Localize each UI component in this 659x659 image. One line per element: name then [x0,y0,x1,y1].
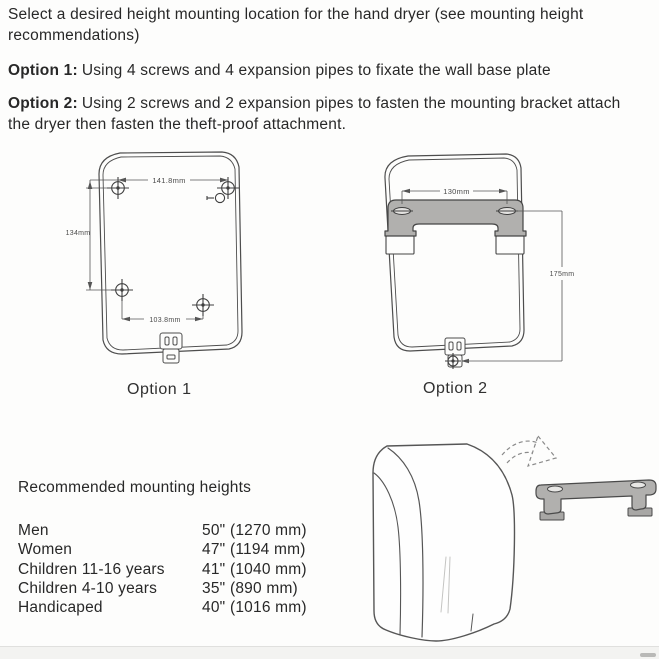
option2-caption: Option 2 [423,380,488,397]
bracket-feet [386,236,524,254]
mounting-bracket [385,200,526,236]
screw-hole-bottom-left [111,279,133,301]
height-group: Children 4-10 years [18,579,158,597]
cord-clip [160,333,182,363]
height-metric: (1270 mm) [230,522,307,539]
option1-label: Option 1: [8,62,78,79]
height-group: Men [18,522,49,539]
height-inches: 41" [202,560,226,578]
table-row [18,579,307,598]
height-inches: 47" [202,541,226,559]
intro-text: Select a desired height mounting location for the hand dryer (see mounting height recommendations) [8,6,584,44]
mounting-heights-table [18,479,307,617]
option2-diagram [360,140,590,385]
option1-caption: Option 1 [127,381,192,398]
height-inches: 50" [202,522,226,539]
scrollbar-thumb[interactable] [640,653,656,657]
bracket-3d [536,480,656,520]
table-row [18,540,307,559]
option2-line [8,93,642,135]
height-inches: 40" [202,599,226,617]
heights-rows [18,521,307,617]
dim-bottom-width [122,301,203,324]
height-metric: (890 mm) [230,579,298,597]
screw-icon [207,193,225,202]
dim-label-175: 175mm [549,271,575,278]
height-metric: (1040 mm) [230,560,307,578]
table-row [18,521,307,540]
height-group: Handicaped [18,599,103,617]
table-row [18,560,307,579]
option1-line [8,60,642,81]
direction-arrow-icon [502,436,556,466]
height-group: Children 11-16 years [18,560,165,578]
page-bottom-bar [0,646,659,659]
option2-label: Option 2: [8,95,78,112]
dim-label-130: 130mm [443,187,470,196]
dim-label-103: 103.8mm [149,317,181,324]
option1-body: Using 4 screws and 4 expansion pipes to fixate the wall base plate [81,62,551,79]
height-metric: (1016 mm) [230,599,307,617]
dryer-illustration [350,425,659,653]
table-row [18,598,307,617]
dim-label-134: 134mm [65,230,91,237]
height-metric: (1194 mm) [230,541,306,559]
screw-hole-bottom-right [192,294,214,316]
dim-label-141: 141.8mm [152,176,186,185]
option1-diagram [60,140,310,385]
option2-body: Using 2 screws and 2 expansion pipes to fasten the mounting bracket attach the dryer then fasten the theft-proof attachment. [8,95,621,133]
height-group: Women [18,541,73,559]
heights-title: Recommended mounting heights [18,479,252,496]
dryer-body [373,444,514,641]
height-inches: 35" [202,579,226,597]
